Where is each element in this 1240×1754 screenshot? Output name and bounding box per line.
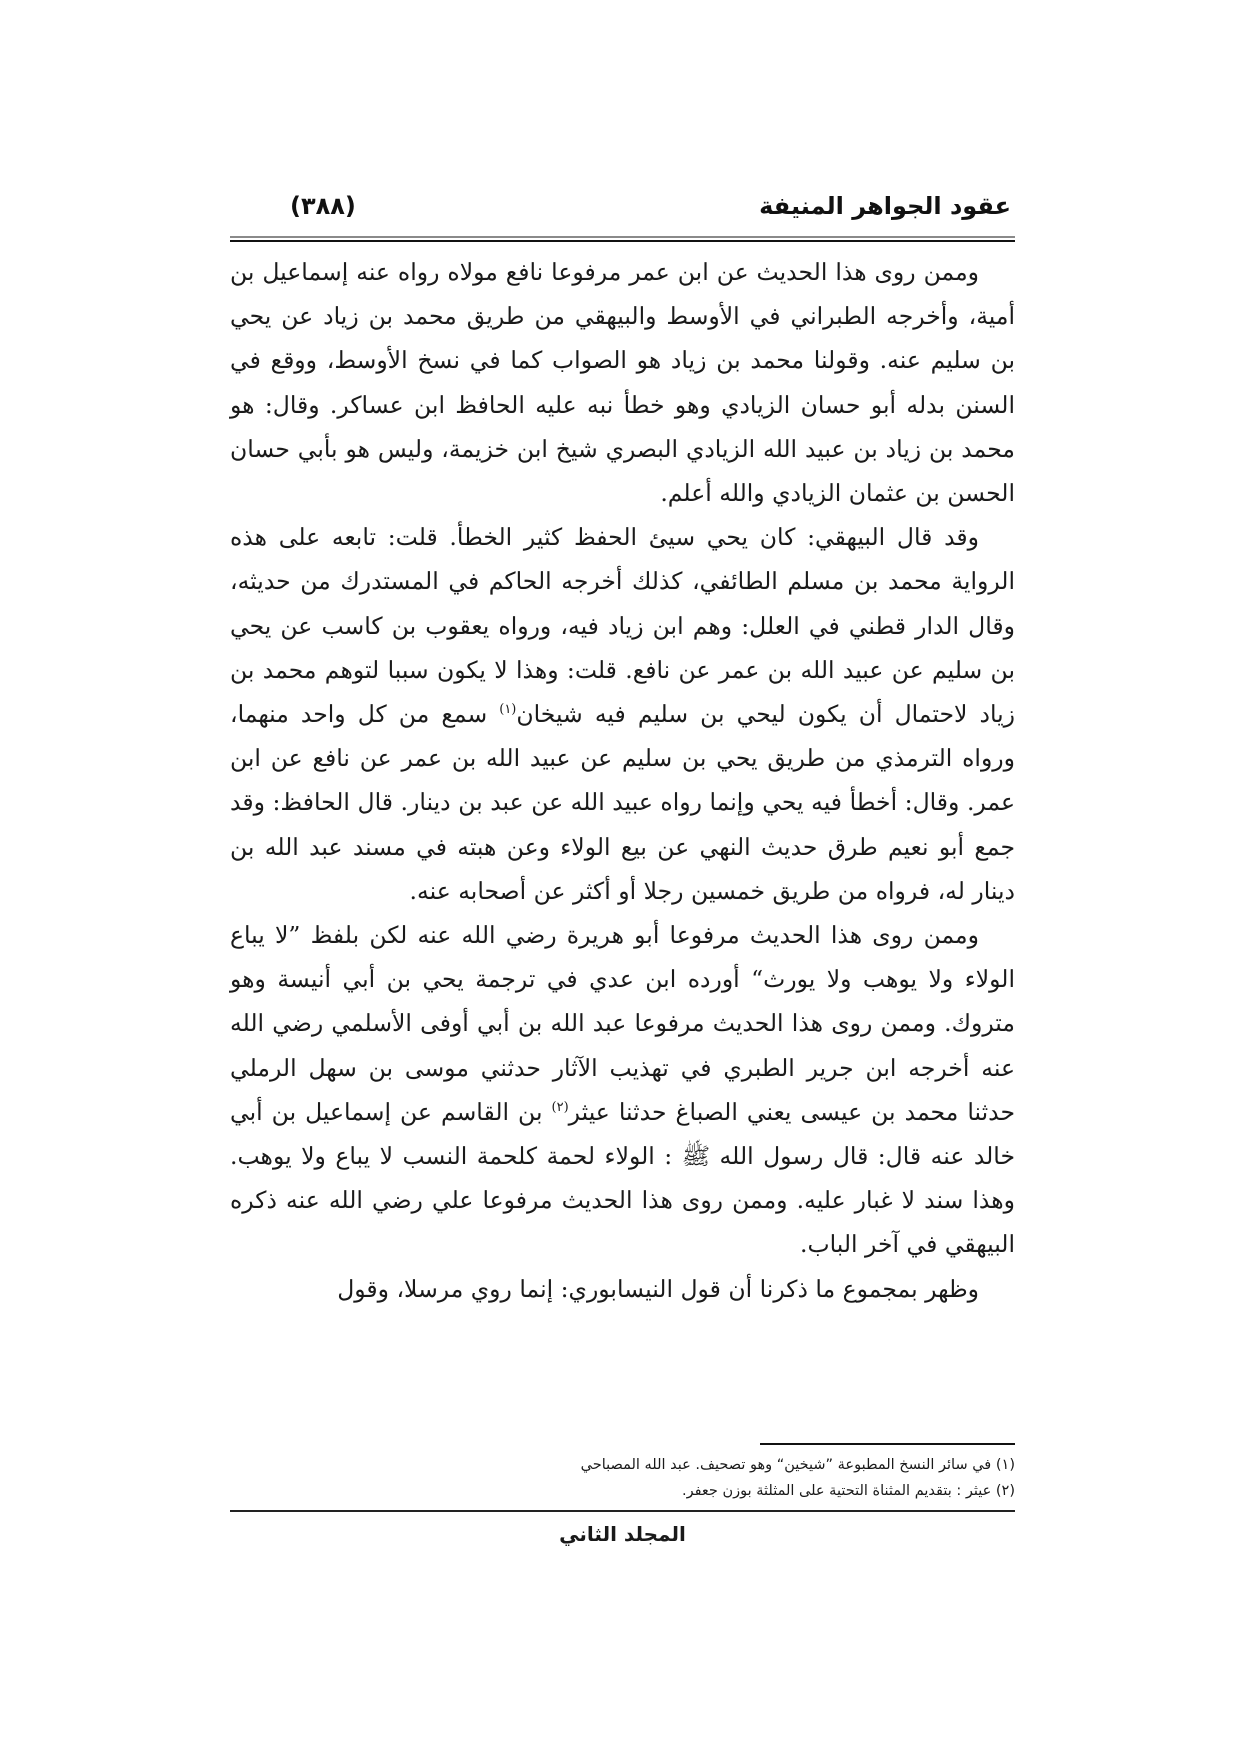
footnote-marker: (٢) xyxy=(995,1483,1015,1499)
footnote-1 xyxy=(230,1452,1015,1478)
paragraph-1 xyxy=(230,250,1015,515)
header-double-rule xyxy=(230,236,1015,242)
footnote-separator xyxy=(760,1443,1015,1445)
paragraph-text: بن القاسم عن إسماعيل بن أبي خالد عنه قال: قال رسول الله ﷺ : الولاء لحمة كلحمة النسب لا يباع ولا يوهب. وهذا سند لا غبار عليه. وممن روى هذا الحديث مرفوعا علي رضي الله عنه ذكره البيهقي في آخر الباب. xyxy=(230,1097,1015,1259)
main-text xyxy=(230,250,1015,1311)
footnote-marker: (١) xyxy=(995,1457,1015,1473)
running-header xyxy=(230,180,1015,232)
paragraph-4 xyxy=(230,1267,1015,1311)
footer-rule xyxy=(230,1510,1015,1512)
footnote-ref-2[interactable]: (٢) xyxy=(551,1100,569,1116)
volume-label: المجلد الثاني xyxy=(559,1522,686,1546)
paragraph-text: سمع من كل واحد منهما، ورواه الترمذي من طريق يحي بن سليم عن عبيد الله بن عمر عن نافع عن ابن عمر. وقال: أخطأ فيه يحي وإنما رواه عبيد الله عن عبد بن دينار. قال الحافظ: وقد جمع أبو نعيم طرق حديث النهي عن بيع الولاء وعن هبته في مسند عبد الله بن دينار له، فرواه من طريق خمسين رجلا أو أكثر عن أصحابه عنه. xyxy=(230,700,1015,905)
footnote-2 xyxy=(230,1478,1015,1504)
paragraph-text: وظهر بمجموع ما ذكرنا أن قول النيسابوري: إنما روي مرسلا، وقول xyxy=(337,1274,979,1303)
footnotes xyxy=(230,1452,1015,1504)
paragraph-3 xyxy=(230,913,1015,1267)
paragraph-text: وممن روى هذا الحديث عن ابن عمر مرفوعا نافع مولاه رواه عنه إسماعيل بن أمية، وأخرجه الطبراني في الأوسط والبيهقي من طريق محمد بن زياد عن يحي بن سليم عنه. وقولنا محمد بن زياد هو الصواب كما في نسخ الأوسط، ووقع في السنن بدله أبو حسان الزيادي وهو خطأ نبه عليه الحافظ ابن عساكر. وقال: هو محمد بن زياد بن عبيد الله الزيادي البصري شيخ ابن خزيمة، وليس هو بأبي حسان الحسن بن عثمان الزيادي والله أعلم. xyxy=(230,258,1015,508)
footnote-text: في سائر النسخ المطبوعة ”شيخين“ وهو تصحيف. عبد الله المصباحي xyxy=(580,1457,992,1473)
book-title: عقود الجواهر المنيفة xyxy=(759,192,1011,220)
paragraph-2 xyxy=(230,515,1015,913)
page-number: (٣٨٨) xyxy=(290,192,356,220)
footnote-ref-1[interactable]: (١) xyxy=(499,702,517,718)
paragraph-text: وممن روى هذا الحديث مرفوعا أبو هريرة رضي الله عنه لكن بلفظ ”لا يباع الولاء ولا يوهب ولا يورث“ أورده ابن عدي في ترجمة يحي بن أبي أنيسة وهو متروك. وممن روى هذا الحديث مرفوعا عبد الله بن أبي أوفى الأسلمي رضي الله عنه أخرجه ابن جرير الطبري في تهذيب الآثار حدثني موسى بن سهل الرملي حدثنا محمد بن عيسى يعني الصباغ حدثنا عيثر xyxy=(230,921,1015,1126)
book-page xyxy=(230,180,1015,1546)
paragraph-text: وقد قال البيهقي: كان يحي سيئ الحفظ كثير الخطأ. قلت: تابعه على هذه الرواية محمد بن مسلم الطائفي، كذلك أخرجه الحاكم في المستدرك من حديثه، وقال الدار قطني في العلل: وهم ابن زياد فيه، ورواه يعقوب بن كاسب عن يحي بن سليم عن عبيد الله بن عمر عن نافع. قلت: وهذا لا يكون سببا لتوهم محمد بن زياد لاحتمال أن يكون ليحي بن سليم فيه شيخان xyxy=(230,523,1015,729)
footnote-text: عيثر : بتقديم المثناة التحتية على المثلثة بوزن جعفر. xyxy=(681,1483,992,1499)
